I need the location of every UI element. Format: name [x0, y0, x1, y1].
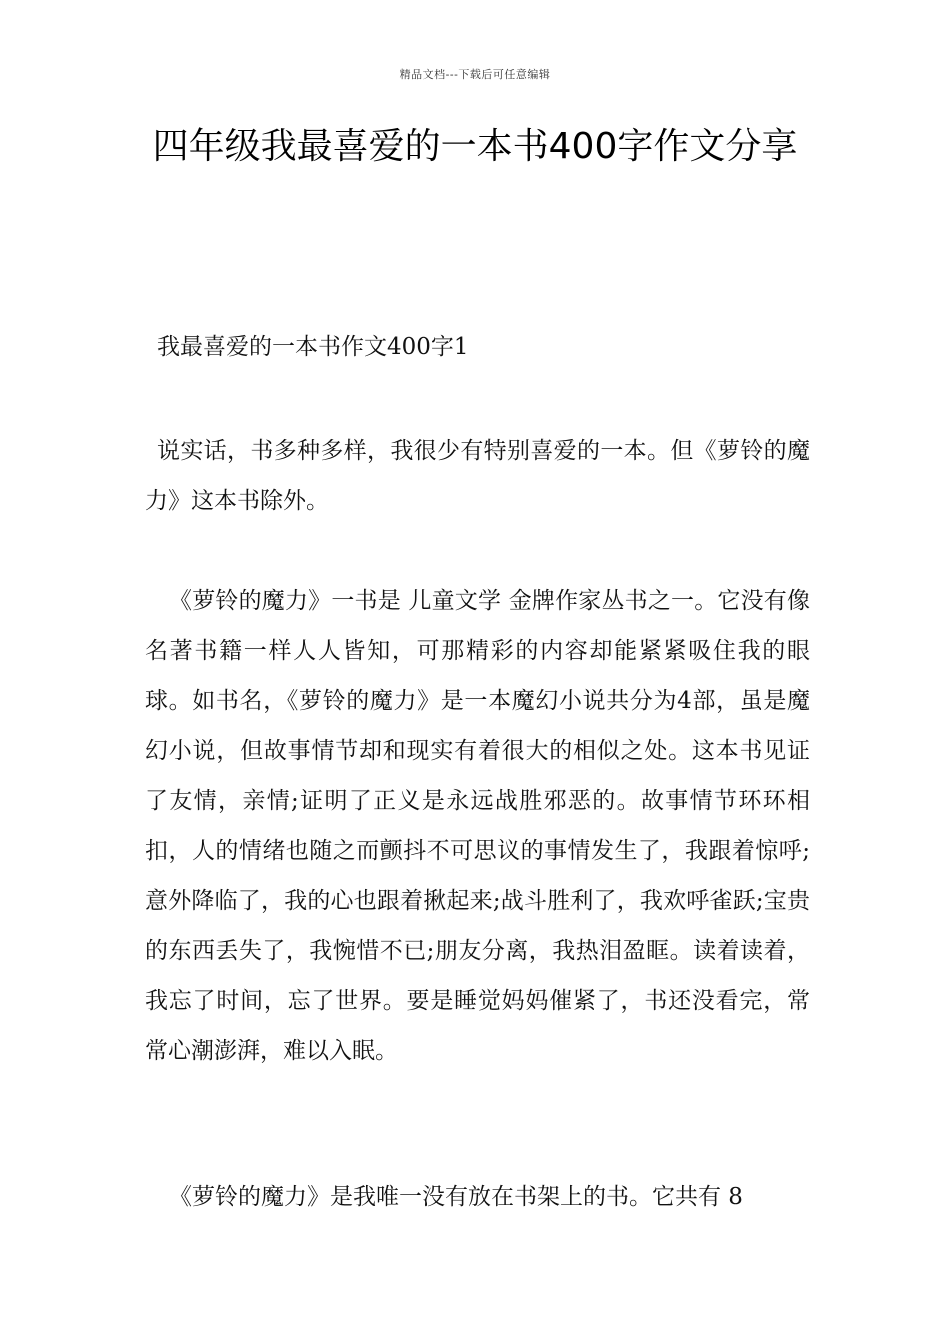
section-subheading: 我最喜爱的一本书作文400字1 — [157, 334, 469, 360]
paragraph-1: 说实话，书多种多样，我很少有特别喜爱的一本。但《萝铃的魔力》这本书除外。 — [145, 438, 810, 514]
document-title: 四年级我最喜爱的一本书400字作文分享 — [152, 126, 798, 167]
header-note: 精品文档---下载后可任意编辑 — [399, 68, 551, 81]
paragraph-2: 《萝铃的魔力》一书是 儿童文学 金牌作家丛书之一。它没有像名著书籍一样人人皆知，可那精彩的内容却能紧紧吸住我的眼球。如书名，《萝铃的魔力》是一本魔幻小说共分为4部，虽是魔幻小说，但故事情节却和现实有着很大的相似之处。这本书见证了友情，亲情;证明了正义是永远战胜邪恶的。故事情节环环相扣，人的情绪也随之而颤抖不可思议的事情发生了，我跟着惊呼;意外降临了，我的心也跟着揪起来;战斗胜利了，我欢呼雀跃;宝贵的东西丢失了，我惋惜不已;朋友分离，我热泪盈眶。读着读着，我忘了时间，忘了世界。要是睡觉妈妈催紧了，书还没看完，常常心潮澎湃，难以入眠。 — [145, 588, 810, 1064]
paragraph-3: 《萝铃的魔力》是我唯一没有放在书架上的书。它共有 8 — [169, 1184, 743, 1210]
